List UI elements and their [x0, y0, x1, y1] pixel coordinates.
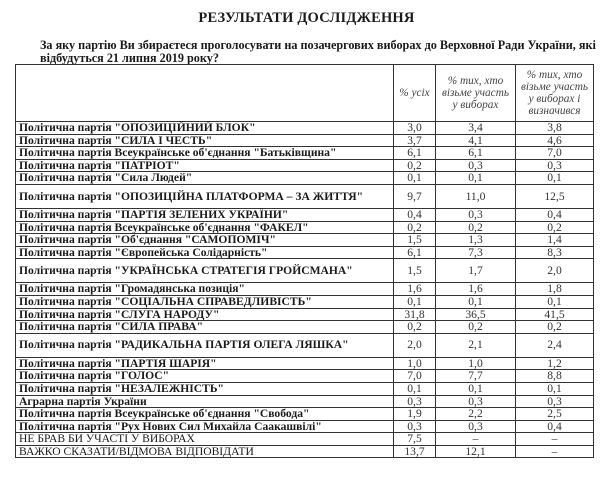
table-row: [16, 184, 594, 208]
table-row: [16, 234, 594, 247]
pct-decided-cell: 1,8: [516, 283, 594, 296]
party-name-cell: Політична партія Всеукраїнське об'єднання "Батьківщина": [16, 147, 394, 160]
pct-participants-cell: 0,3: [436, 208, 516, 221]
party-name-cell: Політична партія "Об'єднання "САМОПОМІЧ": [16, 234, 394, 247]
pct-participants-cell: 12,1: [436, 445, 516, 458]
pct-all-cell: 0,1: [394, 172, 436, 185]
pct-decided-cell: 0,4: [516, 208, 594, 221]
table-row: [16, 134, 594, 147]
header-party: [16, 65, 394, 122]
pct-decided-cell: 0,1: [516, 382, 594, 395]
table-row: [16, 122, 594, 135]
pct-all-cell: 31,8: [394, 308, 436, 321]
party-name-cell: Політична партія Всеукраїнське об'єднання "ФАКЕЛ": [16, 221, 394, 234]
pct-decided-cell: 0,2: [516, 321, 594, 334]
pct-all-cell: 0,2: [394, 321, 436, 334]
pct-all-cell: 0,4: [394, 208, 436, 221]
document-title: РЕЗУЛЬТАТИ ДОСЛІДЖЕННЯ: [198, 10, 415, 26]
pct-participants-cell: 1,7: [436, 259, 516, 283]
pct-decided-cell: 1,2: [516, 357, 594, 370]
header-pct-all: % усіх: [394, 65, 436, 122]
pct-decided-cell: 7,0: [516, 147, 594, 160]
table-row: [16, 445, 594, 458]
table-row: [16, 208, 594, 221]
pct-all-cell: 1,9: [394, 408, 436, 421]
pct-participants-cell: 0,3: [436, 395, 516, 408]
party-name-cell: Політична партія "ОПОЗИЦІЙНА ПЛАТФОРМА – ЗА ЖИТТЯ": [16, 184, 394, 208]
table-row: [16, 433, 594, 446]
party-name-cell: Політична партія "ПАТРІОТ": [16, 159, 394, 172]
pct-decided-cell: 0,3: [516, 395, 594, 408]
table-row: [16, 333, 594, 357]
party-name-cell: Політична партія "ПАРТІЯ ЗЕЛЕНИХ УКРАЇНИ": [16, 208, 394, 221]
pct-participants-cell: 4,1: [436, 134, 516, 147]
pct-decided-cell: 1,4: [516, 234, 594, 247]
table-row: [16, 420, 594, 433]
pct-all-cell: 0,1: [394, 295, 436, 308]
table-row: [16, 246, 594, 259]
party-name-cell: Політична партія Всеукраїнське об'єднання "Свобода": [16, 408, 394, 421]
party-name-cell: Політична партія "ПАРТІЯ ШАРІЯ": [16, 357, 394, 370]
pct-participants-cell: 0,2: [436, 221, 516, 234]
party-name-cell: Політична партія "СОЦІАЛЬНА СПРАВЕДЛИВІСТЬ": [16, 295, 394, 308]
pct-all-cell: 3,7: [394, 134, 436, 147]
party-name-cell: НЕ БРАВ БИ УЧАСТІ У ВИБОРАХ: [16, 433, 394, 446]
pct-decided-cell: 4,6: [516, 134, 594, 147]
pct-participants-cell: 0,1: [436, 295, 516, 308]
pct-all-cell: 1,5: [394, 259, 436, 283]
pct-decided-cell: 0,1: [516, 295, 594, 308]
table-row: [16, 408, 594, 421]
pct-participants-cell: 11,0: [436, 184, 516, 208]
party-name-cell: Політична партія "СЛУГА НАРОДУ": [16, 308, 394, 321]
pct-all-cell: 9,7: [394, 184, 436, 208]
pct-participants-cell: 2,1: [436, 333, 516, 357]
table-header-row: [16, 65, 594, 122]
pct-participants-cell: 0,3: [436, 159, 516, 172]
party-name-cell: Політична партія "Рух Нових Сил Михайла Саакашвілі": [16, 420, 394, 433]
party-name-cell: Політична партія "СИЛА ПРАВА": [16, 321, 394, 334]
party-name-cell: Політична партія "Сила Людей": [16, 172, 394, 185]
party-name-cell: Політична партія "НЕЗАЛЕЖНІСТЬ": [16, 382, 394, 395]
pct-all-cell: 1,0: [394, 357, 436, 370]
pct-participants-cell: 7,7: [436, 370, 516, 383]
table-row: [16, 259, 594, 283]
pct-decided-cell: 8,3: [516, 246, 594, 259]
pct-decided-cell: 12,5: [516, 184, 594, 208]
pct-participants-cell: 6,1: [436, 147, 516, 160]
table-row: [16, 172, 594, 185]
pct-participants-cell: 7,3: [436, 246, 516, 259]
pct-all-cell: 6,1: [394, 147, 436, 160]
pct-participants-cell: 1,3: [436, 234, 516, 247]
table-row: [16, 308, 594, 321]
table-row: [16, 221, 594, 234]
party-name-cell: Політична партія "ГОЛОС": [16, 370, 394, 383]
pct-participants-cell: 0,3: [436, 420, 516, 433]
pct-decided-cell: 3,8: [516, 122, 594, 135]
table-row: [16, 370, 594, 383]
table-row: [16, 147, 594, 160]
party-name-cell: Політична партія "Європейська Солідарність": [16, 246, 394, 259]
party-name-cell: Політична партія "РАДИКАЛЬНА ПАРТІЯ ОЛЕГА ЛЯШКА": [16, 333, 394, 357]
pct-all-cell: 7,5: [394, 433, 436, 446]
pct-all-cell: 1,5: [394, 234, 436, 247]
table-row: [16, 382, 594, 395]
pct-all-cell: 0,1: [394, 382, 436, 395]
pct-decided-cell: 2,0: [516, 259, 594, 283]
pct-decided-cell: 2,4: [516, 333, 594, 357]
results-table: [15, 64, 594, 458]
pct-all-cell: 13,7: [394, 445, 436, 458]
survey-question: За яку партію Ви збираєтеся проголосувати на позачергових виборах до Верховної Ради України, які відбудуться 21 липня 2019 року?: [40, 38, 596, 65]
table-row: [16, 159, 594, 172]
party-name-cell: Політична партія "Громадянська позиція": [16, 283, 394, 296]
table-row: [16, 295, 594, 308]
pct-decided-cell: 0,1: [516, 172, 594, 185]
pct-participants-cell: 36,5: [436, 308, 516, 321]
pct-participants-cell: 0,2: [436, 321, 516, 334]
pct-all-cell: 6,1: [394, 246, 436, 259]
pct-all-cell: 0,2: [394, 159, 436, 172]
pct-participants-cell: 1,6: [436, 283, 516, 296]
pct-participants-cell: 0,1: [436, 172, 516, 185]
pct-all-cell: 0,3: [394, 395, 436, 408]
table-body: [16, 122, 594, 458]
pct-decided-cell: 0,4: [516, 420, 594, 433]
pct-decided-cell: –: [516, 433, 594, 446]
pct-all-cell: 0,2: [394, 221, 436, 234]
pct-participants-cell: 2,2: [436, 408, 516, 421]
table-row: [16, 283, 594, 296]
party-name-cell: Аграрна партія України: [16, 395, 394, 408]
pct-participants-cell: 1,0: [436, 357, 516, 370]
pct-decided-cell: 0,2: [516, 221, 594, 234]
table-row: [16, 321, 594, 334]
party-name-cell: Політична партія "СИЛА І ЧЕСТЬ": [16, 134, 394, 147]
header-pct-decided: % тих, хто візьме участь у виборах і визначився: [516, 65, 594, 122]
party-name-cell: ВАЖКО СКАЗАТИ/ВІДМОВА ВІДПОВІДАТИ: [16, 445, 394, 458]
pct-decided-cell: 2,5: [516, 408, 594, 421]
pct-participants-cell: 3,4: [436, 122, 516, 135]
pct-all-cell: 2,0: [394, 333, 436, 357]
pct-participants-cell: –: [436, 433, 516, 446]
header-pct-participants: % тих, хто візьме участь у виборах: [436, 65, 516, 122]
pct-all-cell: 0,3: [394, 420, 436, 433]
pct-decided-cell: 41,5: [516, 308, 594, 321]
pct-all-cell: 3,0: [394, 122, 436, 135]
table-row: [16, 357, 594, 370]
party-name-cell: Політична партія "УКРАЇНСЬКА СТРАТЕГІЯ ГРОЙСМАНА": [16, 259, 394, 283]
party-name-cell: Політична партія "ОПОЗИЦІЙНИЙ БЛОК": [16, 122, 394, 135]
pct-decided-cell: 8,8: [516, 370, 594, 383]
pct-decided-cell: –: [516, 445, 594, 458]
pct-decided-cell: 0,3: [516, 159, 594, 172]
pct-all-cell: 7,0: [394, 370, 436, 383]
table-row: [16, 395, 594, 408]
pct-participants-cell: 0,1: [436, 382, 516, 395]
pct-all-cell: 1,6: [394, 283, 436, 296]
